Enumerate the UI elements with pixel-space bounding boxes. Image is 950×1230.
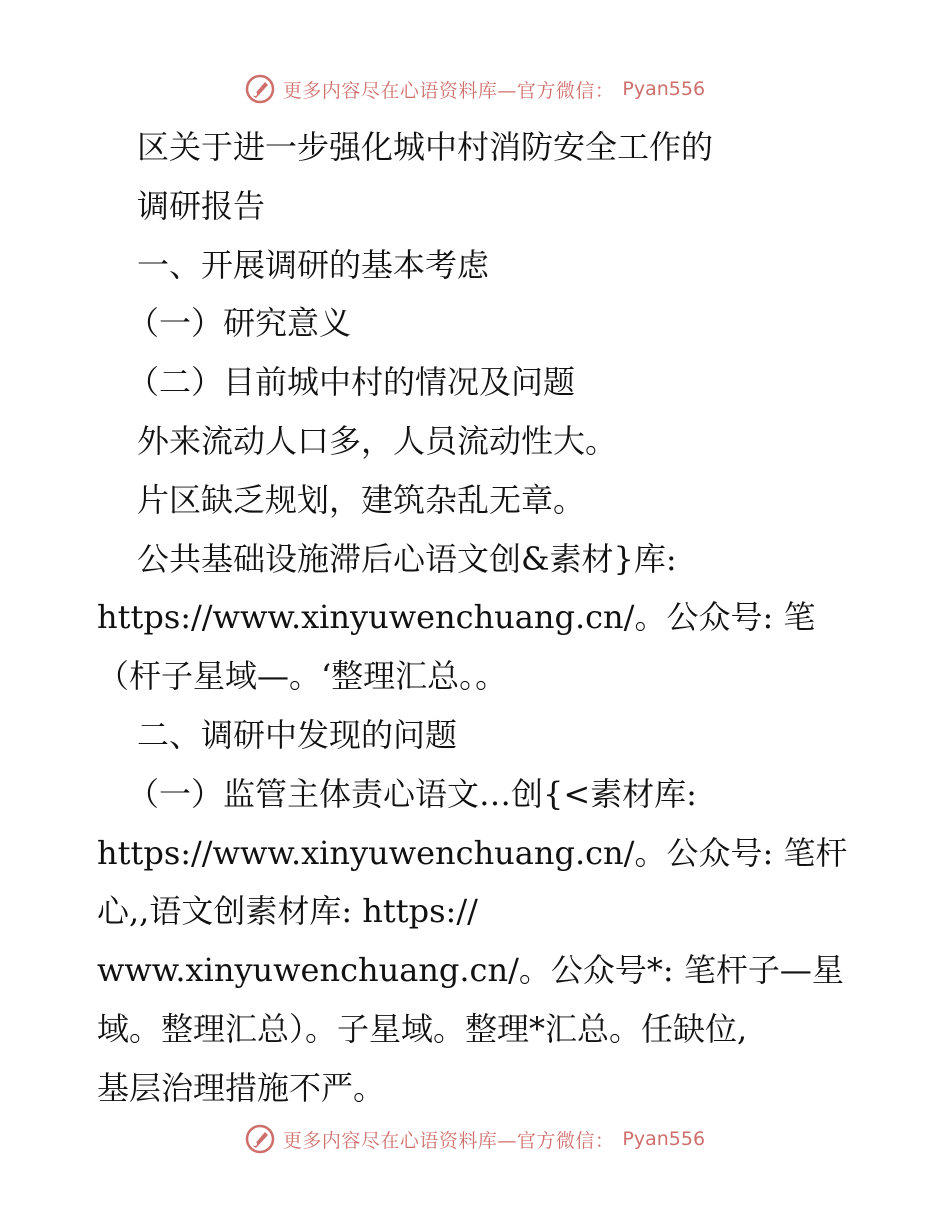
pen-logo-icon <box>245 74 275 104</box>
doc-title-line-1: 区关于进一步强化城中村消防安全工作的 <box>137 128 714 166</box>
paragraph-line: 外来流动人口多，人员流动性大。 <box>137 421 618 460</box>
paragraph-line: https://www.xinyuwenchuang.cn/。公众号: 笔杆 <box>97 833 848 872</box>
section-heading-2: 二、调研中发现的问题 <box>137 715 458 754</box>
pen-logo-icon <box>245 1124 275 1154</box>
doc-title-line-2: 调研报告 <box>137 186 266 225</box>
paragraph-line: 片区缺乏规划，建筑杂乱无章。 <box>137 480 586 519</box>
section-heading-1: 一、开展调研的基本考虑 <box>137 245 490 284</box>
footer-banner-text: 更多内容尽在心语资料库—官方微信： <box>282 1129 615 1152</box>
footer-wechat-id: Pyan556 <box>622 1128 706 1150</box>
document-body <box>97 118 877 1118</box>
header-watermark-banner <box>0 71 950 107</box>
paragraph-line: 基层治理措施不严。 <box>97 1068 386 1107</box>
subsection-heading-2-1: （一）监管主体责心语文…创{<素材库: <box>127 774 697 813</box>
paragraph-line: 域。整理汇总）。子星域。整理*汇总。任缺位, <box>97 1009 748 1048</box>
paragraph-line: 公共基础设施滞后心语文创&素材}库: <box>137 539 677 578</box>
paragraph-line: 心,,语文创素材库: https:// <box>97 892 478 931</box>
subsection-heading-1-1: （一）研究意义 <box>127 304 352 343</box>
subsection-heading-1-2: （二）目前城中村的情况及问题 <box>127 363 576 402</box>
footer-watermark-banner <box>0 1121 950 1157</box>
header-wechat-id: Pyan556 <box>622 78 706 100</box>
header-banner-text: 更多内容尽在心语资料库—官方微信： <box>282 79 615 102</box>
paragraph-line: （杆子星域—。‘整理汇总。。 <box>97 657 508 696</box>
paragraph-line: https://www.xinyuwenchuang.cn/。公众号: 笔 <box>97 598 816 637</box>
paragraph-line: www.xinyuwenchuang.cn/。公众号*: 笔杆子—星 <box>97 951 844 990</box>
